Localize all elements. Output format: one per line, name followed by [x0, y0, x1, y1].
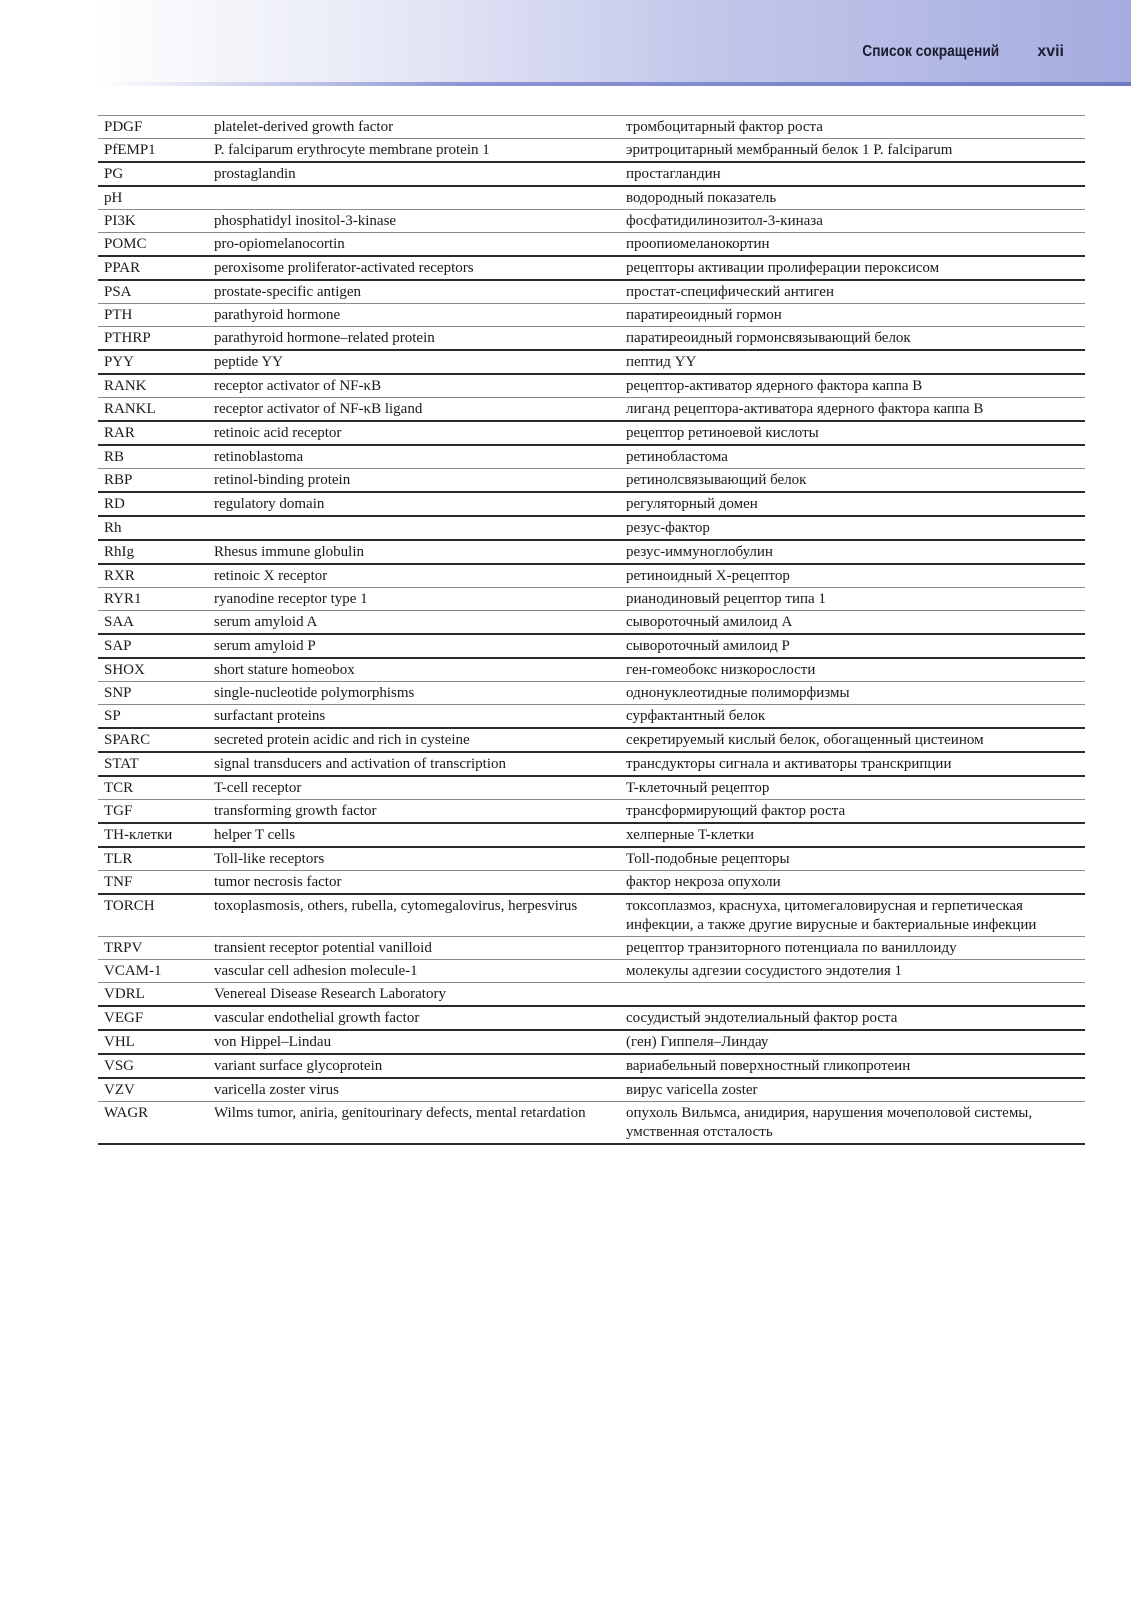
abbreviation-cell: PDGF — [98, 116, 208, 139]
table-row — [98, 304, 1085, 327]
abbreviation-cell: VEGF — [98, 1006, 208, 1030]
table-row — [98, 728, 1085, 752]
english-term-cell: single-nucleotide polymorphisms — [208, 682, 620, 705]
english-term-cell: receptor activator of NF-κB ligand — [208, 398, 620, 422]
abbreviations-table-body — [98, 116, 1085, 1145]
table-row — [98, 116, 1085, 139]
russian-term-cell — [620, 983, 1085, 1007]
russian-term-cell: сывороточный амилоид P — [620, 634, 1085, 658]
english-term-cell: serum amyloid P — [208, 634, 620, 658]
english-term-cell: short stature homeobox — [208, 658, 620, 682]
table-row — [98, 682, 1085, 705]
english-term-cell: serum amyloid A — [208, 611, 620, 635]
russian-term-cell: (ген) Гиппеля–Линдау — [620, 1030, 1085, 1054]
abbreviation-cell: POMC — [98, 233, 208, 257]
abbreviation-cell: PI3K — [98, 210, 208, 233]
header-rule — [100, 82, 1131, 86]
table-row — [98, 1006, 1085, 1030]
abbreviation-cell: SAP — [98, 634, 208, 658]
table-row — [98, 233, 1085, 257]
russian-term-cell: Toll-подобные рецепторы — [620, 847, 1085, 871]
table-row — [98, 1102, 1085, 1145]
russian-term-cell: сосудистый эндотелиальный фактор роста — [620, 1006, 1085, 1030]
abbreviation-cell: SAA — [98, 611, 208, 635]
english-term-cell: signal transducers and activation of transcription — [208, 752, 620, 776]
table-row — [98, 588, 1085, 611]
english-term-cell — [208, 516, 620, 540]
russian-term-cell: ген-гомеобокс низкорослости — [620, 658, 1085, 682]
abbreviation-cell: RANKL — [98, 398, 208, 422]
english-term-cell: Wilms tumor, aniria, genitourinary defects, mental retardation — [208, 1102, 620, 1145]
abbreviation-cell: pH — [98, 186, 208, 210]
abbreviation-cell: SNP — [98, 682, 208, 705]
abbreviation-cell: VHL — [98, 1030, 208, 1054]
russian-term-cell: рецептор-активатор ядерного фактора каппа B — [620, 374, 1085, 398]
russian-term-cell: лиганд рецептора-активатора ядерного фактора каппа B — [620, 398, 1085, 422]
english-term-cell: helper T cells — [208, 823, 620, 847]
abbreviation-cell: TNF — [98, 871, 208, 895]
russian-term-cell: сурфактантный белок — [620, 705, 1085, 729]
russian-term-cell: рецепторы активации пролиферации пероксисом — [620, 256, 1085, 280]
abbreviation-cell: SP — [98, 705, 208, 729]
english-term-cell: tumor necrosis factor — [208, 871, 620, 895]
table-row — [98, 847, 1085, 871]
table-row — [98, 705, 1085, 729]
abbreviation-cell: VCAM-1 — [98, 960, 208, 983]
abbreviation-cell: TGF — [98, 800, 208, 824]
russian-term-cell: ретинолсвязывающий белок — [620, 469, 1085, 493]
abbreviation-cell: PPAR — [98, 256, 208, 280]
english-term-cell: transient receptor potential vanilloid — [208, 937, 620, 960]
russian-term-cell: T-клеточный рецептор — [620, 776, 1085, 800]
table-row — [98, 374, 1085, 398]
russian-term-cell: проопиомеланокортин — [620, 233, 1085, 257]
table-row — [98, 540, 1085, 564]
english-term-cell: retinoic acid receptor — [208, 421, 620, 445]
table-row — [98, 139, 1085, 163]
page-number: xvii — [1037, 43, 1064, 60]
russian-term-cell: регуляторный домен — [620, 492, 1085, 516]
english-term-cell: receptor activator of NF-κB — [208, 374, 620, 398]
table-row — [98, 800, 1085, 824]
russian-term-cell: паратиреоидный гормонсвязывающий белок — [620, 327, 1085, 351]
table-row — [98, 564, 1085, 588]
abbreviation-cell: PTH — [98, 304, 208, 327]
table-row — [98, 350, 1085, 374]
russian-term-cell: рианодиновый рецептор типа 1 — [620, 588, 1085, 611]
russian-term-cell: вирус varicella zoster — [620, 1078, 1085, 1102]
table-row — [98, 776, 1085, 800]
russian-term-cell: сывороточный амилоид A — [620, 611, 1085, 635]
table-row — [98, 186, 1085, 210]
abbreviation-cell: TCR — [98, 776, 208, 800]
table-row — [98, 516, 1085, 540]
abbreviation-cell: TLR — [98, 847, 208, 871]
table-row — [98, 398, 1085, 422]
english-term-cell: P. falciparum erythrocyte membrane protein 1 — [208, 139, 620, 163]
english-term-cell: prostaglandin — [208, 162, 620, 186]
english-term-cell: Venereal Disease Research Laboratory — [208, 983, 620, 1007]
english-term-cell: von Hippel–Lindau — [208, 1030, 620, 1054]
table-row — [98, 871, 1085, 895]
abbreviation-cell: PYY — [98, 350, 208, 374]
table-row — [98, 752, 1085, 776]
english-term-cell: surfactant proteins — [208, 705, 620, 729]
english-term-cell: peptide YY — [208, 350, 620, 374]
russian-term-cell: молекулы адгезии сосудистого эндотелия 1 — [620, 960, 1085, 983]
english-term-cell: phosphatidyl inositol-3-kinase — [208, 210, 620, 233]
abbreviation-cell: TORCH — [98, 894, 208, 937]
abbreviation-cell: RB — [98, 445, 208, 469]
english-term-cell: parathyroid hormone — [208, 304, 620, 327]
russian-term-cell: хелперные T-клетки — [620, 823, 1085, 847]
russian-term-cell: ретинобластома — [620, 445, 1085, 469]
russian-term-cell: паратиреоидный гормон — [620, 304, 1085, 327]
english-term-cell: vascular cell adhesion molecule-1 — [208, 960, 620, 983]
abbreviation-cell: PG — [98, 162, 208, 186]
english-term-cell: platelet-derived growth factor — [208, 116, 620, 139]
abbreviation-cell: RANK — [98, 374, 208, 398]
abbreviation-cell: VZV — [98, 1078, 208, 1102]
table-row — [98, 937, 1085, 960]
russian-term-cell: опухоль Вильмса, анидирия, нарушения мочеполовой системы, умственная отсталость — [620, 1102, 1085, 1145]
russian-term-cell: фактор некроза опухоли — [620, 871, 1085, 895]
abbreviation-cell: RBP — [98, 469, 208, 493]
english-term-cell: prostate-specific antigen — [208, 280, 620, 304]
russian-term-cell: фосфатидилинозитол-3-киназа — [620, 210, 1085, 233]
header-band — [0, 0, 1131, 82]
table-row — [98, 1078, 1085, 1102]
table-row — [98, 894, 1085, 937]
english-term-cell: retinoblastoma — [208, 445, 620, 469]
english-term-cell: peroxisome proliferator-activated receptors — [208, 256, 620, 280]
russian-term-cell: токсоплазмоз, краснуха, цитомегаловирусная и герпетическая инфекции, а также другие вирусные и бактериальные инфекции — [620, 894, 1085, 937]
russian-term-cell: ретиноидный X-рецептор — [620, 564, 1085, 588]
abbreviation-cell: RXR — [98, 564, 208, 588]
english-term-cell: Rhesus immune globulin — [208, 540, 620, 564]
table-row — [98, 445, 1085, 469]
abbreviation-cell: RD — [98, 492, 208, 516]
russian-term-cell: резус-иммуноглобулин — [620, 540, 1085, 564]
english-term-cell: parathyroid hormone–related protein — [208, 327, 620, 351]
table-row — [98, 823, 1085, 847]
english-term-cell: variant surface glycoprotein — [208, 1054, 620, 1078]
table-row — [98, 960, 1085, 983]
table-row — [98, 658, 1085, 682]
english-term-cell: transforming growth factor — [208, 800, 620, 824]
english-term-cell: toxoplasmosis, others, rubella, cytomegalovirus, herpesvirus — [208, 894, 620, 937]
table-row — [98, 327, 1085, 351]
english-term-cell: retinoic X receptor — [208, 564, 620, 588]
abbreviation-cell: PfEMP1 — [98, 139, 208, 163]
english-term-cell: T-cell receptor — [208, 776, 620, 800]
russian-term-cell: однонуклеотидные полиморфизмы — [620, 682, 1085, 705]
abbreviation-cell: RAR — [98, 421, 208, 445]
english-term-cell: retinol-binding protein — [208, 469, 620, 493]
english-term-cell: ryanodine receptor type 1 — [208, 588, 620, 611]
english-term-cell: Toll-like receptors — [208, 847, 620, 871]
table-row — [98, 280, 1085, 304]
table-row — [98, 162, 1085, 186]
russian-term-cell: трансдукторы сигнала и активаторы транскрипции — [620, 752, 1085, 776]
russian-term-cell: рецептор ретиноевой кислоты — [620, 421, 1085, 445]
table-row — [98, 492, 1085, 516]
russian-term-cell: вариабельный поверхностный гликопротеин — [620, 1054, 1085, 1078]
russian-term-cell: водородный показатель — [620, 186, 1085, 210]
table-row — [98, 611, 1085, 635]
table-row — [98, 469, 1085, 493]
russian-term-cell: трансформирующий фактор роста — [620, 800, 1085, 824]
abbreviation-cell: TRPV — [98, 937, 208, 960]
russian-term-cell: простагландин — [620, 162, 1085, 186]
abbreviation-cell: SHOX — [98, 658, 208, 682]
table-row — [98, 256, 1085, 280]
abbreviation-cell: Rh — [98, 516, 208, 540]
abbreviations-table — [98, 115, 1085, 1145]
abbreviation-cell: RhIg — [98, 540, 208, 564]
russian-term-cell: эритроцитарный мембранный белок 1 P. falciparum — [620, 139, 1085, 163]
abbreviation-cell: PTHRP — [98, 327, 208, 351]
abbreviation-cell: SPARC — [98, 728, 208, 752]
table-row — [98, 421, 1085, 445]
abbreviation-cell: WAGR — [98, 1102, 208, 1145]
english-term-cell: secreted protein acidic and rich in cysteine — [208, 728, 620, 752]
abbreviation-cell: VDRL — [98, 983, 208, 1007]
russian-term-cell: резус-фактор — [620, 516, 1085, 540]
russian-term-cell: секретируемый кислый белок, обогащенный цистеином — [620, 728, 1085, 752]
abbreviation-cell: STAT — [98, 752, 208, 776]
table-row — [98, 1054, 1085, 1078]
table-row — [98, 210, 1085, 233]
abbreviation-cell: PSA — [98, 280, 208, 304]
abbreviation-cell: TH-клетки — [98, 823, 208, 847]
russian-term-cell: тромбоцитарный фактор роста — [620, 116, 1085, 139]
russian-term-cell: пептид YY — [620, 350, 1085, 374]
abbreviation-cell: RYR1 — [98, 588, 208, 611]
russian-term-cell: рецептор транзиторного потенциала по ваниллоиду — [620, 937, 1085, 960]
english-term-cell: vascular endothelial growth factor — [208, 1006, 620, 1030]
english-term-cell: varicella zoster virus — [208, 1078, 620, 1102]
running-title: Список сокращений — [862, 43, 999, 60]
table-row — [98, 1030, 1085, 1054]
english-term-cell: pro-opiomelanocortin — [208, 233, 620, 257]
english-term-cell: regulatory domain — [208, 492, 620, 516]
english-term-cell — [208, 186, 620, 210]
russian-term-cell: простат-специфический антиген — [620, 280, 1085, 304]
table-row — [98, 983, 1085, 1007]
table-row — [98, 634, 1085, 658]
abbreviation-cell: VSG — [98, 1054, 208, 1078]
